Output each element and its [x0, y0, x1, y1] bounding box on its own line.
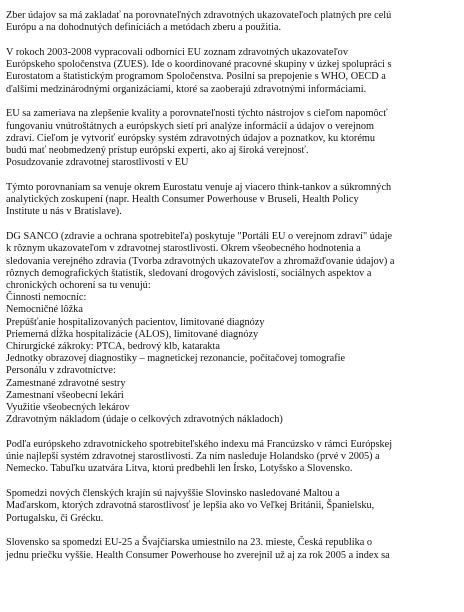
text-line: Slovensko sa spomedzi EU-25 a Švajčiarska umiestnilo na 23. mieste, Česká republika o — [6, 537, 373, 549]
text-line: Portugalsku, či Grécku. — [6, 512, 104, 524]
text-line: jednu priečku vyššie. Health Consumer Powerhouse ho zverejnil už aj za rok 2005 a index sa — [6, 549, 390, 561]
text-line: analytických zoskupení (napr. Health Consumer Powerhouse v Bruseli, Health Policy — [6, 194, 359, 206]
paragraph-think-tanks — [6, 182, 458, 219]
text-line: budú mať neobmedzený prístup európski experti, ako aj široká verejnosť. — [6, 145, 309, 157]
paragraph-zues — [6, 47, 458, 96]
list-heading: Personálu v zdravotníctve: — [6, 365, 116, 377]
list-item: Chirurgické zákroky: PTCA, bedrový klb, katarakta — [6, 341, 220, 353]
text-line: Týmto porovnaniam sa venuje okrem Eurostatu venuje aj viacero think-tankov a súkromných — [6, 182, 392, 194]
text-line: zdraví. Cieľom je vytvoriť európsky systém zdravotných údajov a poznatkov, ku ktorému — [6, 132, 376, 144]
text-line: Európskeho spoločenstva (ZUES). Ide o koordinované pracovné skupiny v úzkej spolupráci s — [6, 59, 392, 71]
paragraph-dg-sanco — [6, 231, 458, 426]
text-line: Institute u nás v Bratislave). — [6, 206, 122, 218]
text-line: Maďarskom, ktorých zdravotná starostlivosť je lepšia ako vo Veľkej Británii, Španielsku, — [6, 500, 375, 512]
section-heading: Posudzovanie zdravotnej starostlivosti v EU — [6, 157, 189, 169]
paragraph-quality — [6, 108, 458, 169]
text-line: rôznych demografických štatistík, sledovaní drogových závislostí, sociálnych aspektov a — [6, 267, 372, 279]
list-item: Zamestnaní všeobecní lekári — [6, 389, 124, 401]
text-line: V rokoch 2003-2008 vypracovali odborníci EU zoznam zdravotných ukazovateľov — [6, 47, 348, 58]
text-line: fungovaniu vnútroštátnych a európskych sietí pri analýze informácií a údajov o verejnom — [6, 120, 375, 132]
list-item: Prepúšťanie hospitalizovaných pacientov, limitované diagnózy — [6, 316, 265, 328]
text-line: Európu a na dohodnutých definíciách a metódach zberu a použitia. — [6, 22, 282, 34]
text-line: sledovania verejného zdravia (Tvorba zdravotných ukazovateľov a zhromažďovanie údajov) a — [6, 255, 395, 267]
text-line: Zber údajov sa má zakladať na porovnateľných zdravotných ukazovateľoch platných pre celú — [6, 10, 392, 21]
paragraph-new-members — [6, 488, 458, 525]
text-line: k rôznym ukazovateľom v zdravotnej starostlivosti. Okrem všeobecného hodnotenia a — [6, 243, 361, 255]
text-line: Podľa európskeho zdravotníckeho spotrebiteľského indexu má Francúzsko v rámci Európskej — [6, 439, 393, 451]
list-item: Zdravotným nákladom (údaje o celkových zdravotných nákladoch) — [6, 414, 283, 426]
text-line: chronických ochorení sa tu venujú: — [6, 280, 151, 292]
list-item: Nemocničné lôžka — [6, 304, 83, 316]
text-line: EU sa zameriava na zlepšenie kvality a porovnateľnosti týchto nástrojov s cieľom napomôcť — [6, 108, 388, 120]
paragraph-slovakia-rank — [6, 537, 458, 561]
paragraph-data-collection — [6, 10, 458, 34]
list-item: Jednotky obrazovej diagnostiky – magnetickej rezonancie, počítačovej tomografie — [6, 353, 346, 365]
paragraph-consumer-index — [6, 439, 458, 476]
text-line: Spomedzi nových členských krajín sú najvyššie Slovinsko nasledované Maltou a — [6, 488, 340, 500]
list-item: Zamestnané zdravotné sestry — [6, 377, 126, 389]
list-item: Priemerná dĺžka hospitalizácie (ALOS), limitované diagnózy — [6, 328, 259, 340]
text-line: únie najlepší systém zdravotnej starostlivosti. Za ním nasleduje Holandsko (prvé v 2005) a — [6, 451, 380, 463]
document-page — [6, 10, 458, 574]
text-line: Nemecko. Tabuľku uzatvára Litva, ktorú predbehli len Írsko, Lotyšsko a Slovensko. — [6, 463, 353, 475]
text-line: Eurostatom a štatistickým programom Spoločenstva. Posilní sa prepojenie s WHO, OECD a — [6, 71, 386, 83]
text-line: DG SANCO (zdravie a ochrana spotrebiteľa) poskytuje "Portáli EU o verejnom zdraví" údaje — [6, 231, 393, 243]
list-item: Využitie všeobecných lekárov — [6, 402, 130, 414]
list-heading: Činnosti nemocníc: — [6, 292, 87, 304]
text-line: ďalšími medzinárodnými organizáciami, ktoré sa zaoberajú zdravotnými informáciami. — [6, 83, 367, 95]
